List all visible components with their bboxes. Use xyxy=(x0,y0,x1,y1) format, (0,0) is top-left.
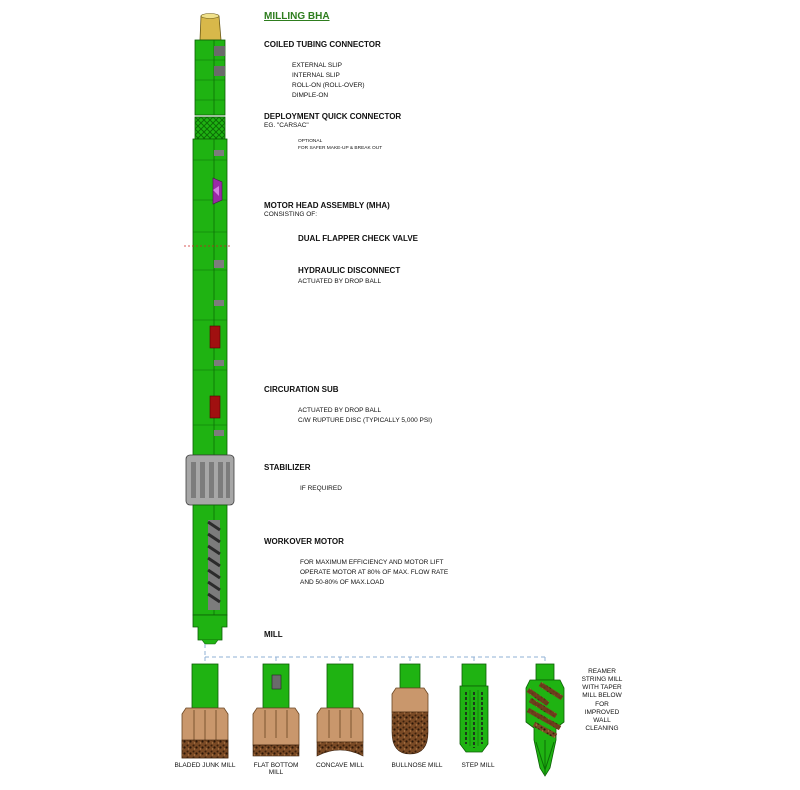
stabilizer-note: IF REQUIRED xyxy=(300,485,342,492)
stabilizer xyxy=(186,455,234,505)
ctc-item-roll-on: ROLL-ON (ROLL-OVER) xyxy=(292,82,365,89)
workover-motor-note-1: FOR MAXIMUM EFFICIENCY AND MOTOR LIFT xyxy=(300,559,444,566)
workover-motor-note-3: AND 50-80% OF MAX.LOAD xyxy=(300,579,385,586)
workover-motor-heading: WORKOVER MOTOR xyxy=(264,537,344,546)
circulation-sub-note-2: C/W RUPTURE DISC (TYPICALLY 5,000 PSI) xyxy=(298,417,433,424)
deployment-quick-connector-heading: DEPLOYMENT QUICK CONNECTOR xyxy=(264,112,402,121)
circulation-sub-part xyxy=(210,396,220,418)
ctc-item-internal-slip: INTERNAL SLIP xyxy=(292,72,340,79)
circulation-sub-note-1: ACTUATED BY DROP BALL xyxy=(298,407,382,414)
workover-motor-note-2: OPERATE MOTOR AT 80% OF MAX. FLOW RATE xyxy=(300,569,449,576)
hydraulic-disconnect-part xyxy=(210,326,220,348)
dual-flapper-heading: DUAL FLAPPER CHECK VALVE xyxy=(298,234,419,243)
circulation-sub-heading: CIRCURATION SUB xyxy=(264,385,339,394)
motor-rotor xyxy=(208,520,220,610)
ctc-item-external-slip: EXTERNAL SLIP xyxy=(292,62,342,69)
step-mill-label: STEP MILL xyxy=(461,762,495,769)
bladed-junk-mill-label: BLADED JUNK MILL xyxy=(174,762,236,769)
diagram-title: MILLING BHA xyxy=(264,11,330,22)
bullnose-mill-label: BULLNOSE MILL xyxy=(391,762,443,769)
mill-links xyxy=(205,644,545,663)
bha-string xyxy=(184,14,234,645)
coiled-tubing-connector-heading: COILED TUBING CONNECTOR xyxy=(264,40,381,49)
mha-subheading: CONSISTING OF: xyxy=(264,211,318,218)
dqc-note-safer: FOR SAFER MAKE-UP & BREAK OUT xyxy=(298,146,383,151)
dqc-example: EG. "CARSAC" xyxy=(264,122,309,129)
hydraulic-disconnect-heading: HYDRAULIC DISCONNECT xyxy=(298,266,401,275)
stabilizer-heading: STABILIZER xyxy=(264,463,311,472)
step-mill-drawing xyxy=(460,664,488,752)
hydraulic-disconnect-note: ACTUATED BY DROP BALL xyxy=(298,278,382,285)
concave-mill-label: CONCAVE MILL xyxy=(316,762,364,769)
concave-mill-drawing xyxy=(317,664,363,756)
coiled-tubing xyxy=(200,16,221,40)
ctc-item-dimple-on: DIMPLE-ON xyxy=(292,92,329,99)
mill-heading: MILL xyxy=(264,630,283,639)
motor-head-assembly-heading: MOTOR HEAD ASSEMBLY (MHA) xyxy=(264,201,390,210)
bullnose-mill-drawing xyxy=(392,664,428,754)
reamer-note: REAMER STRING MILL WITH TAPER MILL BELOW FOR IMPROVED WALL CLEANING xyxy=(581,668,623,732)
reamer-string-mill-drawing xyxy=(526,664,564,776)
quick-connector-knurl xyxy=(195,117,225,139)
mill-connection xyxy=(193,615,227,640)
flat-bottom-mill-drawing xyxy=(253,664,299,756)
bladed-junk-mill-drawing xyxy=(182,664,228,758)
flat-bottom-mill-label: FLAT BOTTOM MILL xyxy=(253,762,299,777)
dqc-note-optional: OPTIONAL xyxy=(298,139,323,144)
